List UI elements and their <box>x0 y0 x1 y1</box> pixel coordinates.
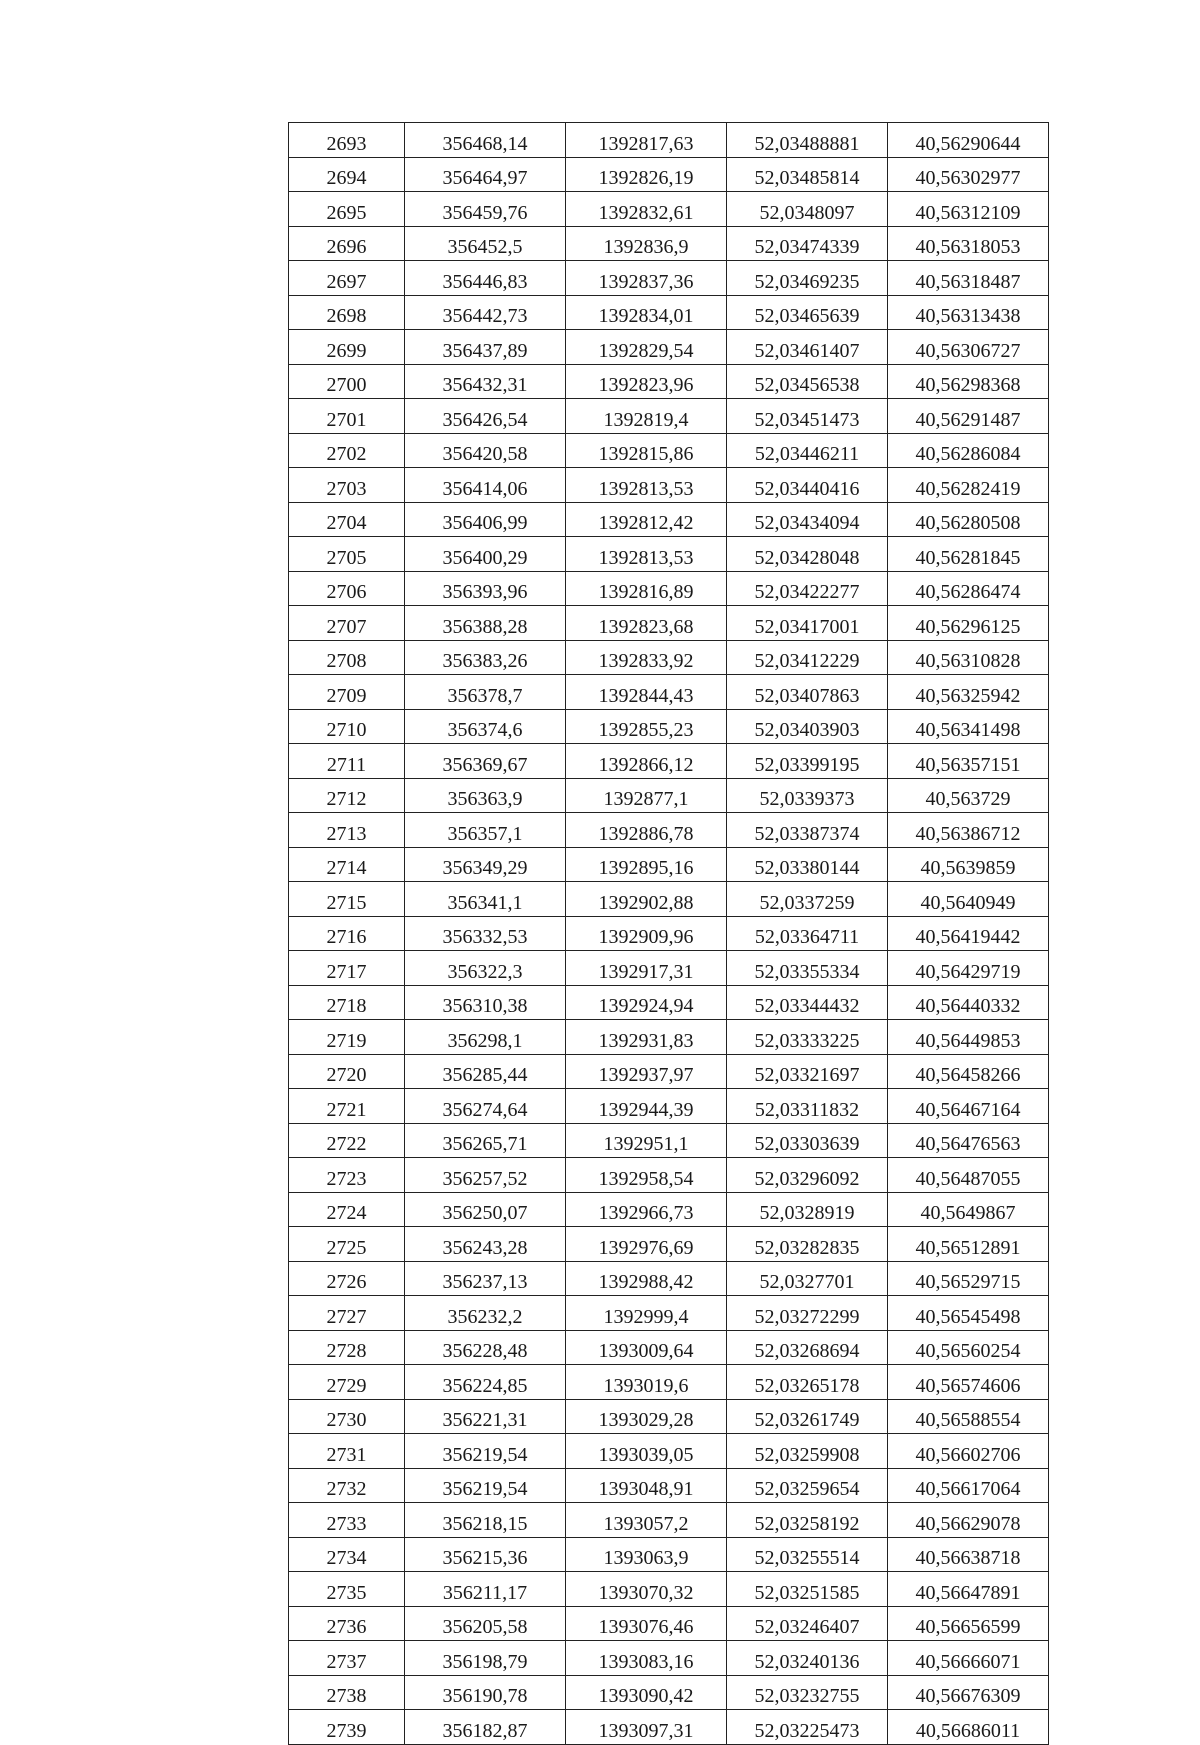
point-number-cell: 2731 <box>289 1434 405 1469</box>
x-coordinate-cell: 356211,17 <box>405 1572 566 1607</box>
x-coordinate-cell: 356221,31 <box>405 1399 566 1434</box>
x-coordinate-cell: 356426,54 <box>405 399 566 434</box>
latitude-cell: 52,03268694 <box>727 1330 888 1365</box>
y-coordinate-cell: 1392837,36 <box>566 261 727 296</box>
y-coordinate-cell: 1392815,86 <box>566 433 727 468</box>
latitude-cell: 52,03251585 <box>727 1572 888 1607</box>
point-number-cell: 2734 <box>289 1537 405 1572</box>
table-row <box>289 640 1049 675</box>
x-coordinate-cell: 356383,26 <box>405 640 566 675</box>
latitude-cell: 52,03403903 <box>727 709 888 744</box>
y-coordinate-cell: 1393063,9 <box>566 1537 727 1572</box>
table-row <box>289 1227 1049 1262</box>
latitude-cell: 52,03240136 <box>727 1641 888 1676</box>
latitude-cell: 52,03422277 <box>727 571 888 606</box>
table-row <box>289 1399 1049 1434</box>
latitude-cell: 52,03399195 <box>727 744 888 779</box>
x-coordinate-cell: 356219,54 <box>405 1434 566 1469</box>
latitude-cell: 52,03387374 <box>727 813 888 848</box>
x-coordinate-cell: 356374,6 <box>405 709 566 744</box>
table-row <box>289 537 1049 572</box>
y-coordinate-cell: 1392813,53 <box>566 468 727 503</box>
x-coordinate-cell: 356363,9 <box>405 778 566 813</box>
point-number-cell: 2708 <box>289 640 405 675</box>
latitude-cell: 52,03355334 <box>727 951 888 986</box>
x-coordinate-cell: 356341,1 <box>405 882 566 917</box>
longitude-cell: 40,56458266 <box>888 1054 1049 1089</box>
table-row <box>289 1261 1049 1296</box>
longitude-cell: 40,56487055 <box>888 1158 1049 1193</box>
point-number-cell: 2739 <box>289 1710 405 1745</box>
y-coordinate-cell: 1392829,54 <box>566 330 727 365</box>
x-coordinate-cell: 356349,29 <box>405 847 566 882</box>
point-number-cell: 2723 <box>289 1158 405 1193</box>
table-row <box>289 985 1049 1020</box>
latitude-cell: 52,03440416 <box>727 468 888 503</box>
table-row <box>289 1158 1049 1193</box>
table-row <box>289 157 1049 192</box>
latitude-cell: 52,03446211 <box>727 433 888 468</box>
longitude-cell: 40,56290644 <box>888 123 1049 158</box>
point-number-cell: 2704 <box>289 502 405 537</box>
longitude-cell: 40,56306727 <box>888 330 1049 365</box>
x-coordinate-cell: 356219,54 <box>405 1468 566 1503</box>
y-coordinate-cell: 1393019,6 <box>566 1365 727 1400</box>
x-coordinate-cell: 356215,36 <box>405 1537 566 1572</box>
y-coordinate-cell: 1392937,97 <box>566 1054 727 1089</box>
table-row <box>289 226 1049 261</box>
point-number-cell: 2702 <box>289 433 405 468</box>
point-number-cell: 2698 <box>289 295 405 330</box>
longitude-cell: 40,56318053 <box>888 226 1049 261</box>
x-coordinate-cell: 356243,28 <box>405 1227 566 1262</box>
x-coordinate-cell: 356446,83 <box>405 261 566 296</box>
x-coordinate-cell: 356468,14 <box>405 123 566 158</box>
longitude-cell: 40,56440332 <box>888 985 1049 1020</box>
y-coordinate-cell: 1392816,89 <box>566 571 727 606</box>
y-coordinate-cell: 1392951,1 <box>566 1123 727 1158</box>
point-number-cell: 2713 <box>289 813 405 848</box>
point-number-cell: 2733 <box>289 1503 405 1538</box>
table-row <box>289 951 1049 986</box>
longitude-cell: 40,5639859 <box>888 847 1049 882</box>
longitude-cell: 40,56617064 <box>888 1468 1049 1503</box>
x-coordinate-cell: 356198,79 <box>405 1641 566 1676</box>
point-number-cell: 2715 <box>289 882 405 917</box>
x-coordinate-cell: 356285,44 <box>405 1054 566 1089</box>
y-coordinate-cell: 1392823,96 <box>566 364 727 399</box>
y-coordinate-cell: 1392895,16 <box>566 847 727 882</box>
table-row <box>289 468 1049 503</box>
point-number-cell: 2728 <box>289 1330 405 1365</box>
longitude-cell: 40,56302977 <box>888 157 1049 192</box>
x-coordinate-cell: 356400,29 <box>405 537 566 572</box>
x-coordinate-cell: 356357,1 <box>405 813 566 848</box>
table-row <box>289 571 1049 606</box>
point-number-cell: 2725 <box>289 1227 405 1262</box>
point-number-cell: 2722 <box>289 1123 405 1158</box>
latitude-cell: 52,03246407 <box>727 1606 888 1641</box>
longitude-cell: 40,56647891 <box>888 1572 1049 1607</box>
latitude-cell: 52,03344432 <box>727 985 888 1020</box>
latitude-cell: 52,03272299 <box>727 1296 888 1331</box>
table-row <box>289 261 1049 296</box>
table-row <box>289 364 1049 399</box>
y-coordinate-cell: 1392817,63 <box>566 123 727 158</box>
table-row <box>289 1192 1049 1227</box>
latitude-cell: 52,03456538 <box>727 364 888 399</box>
x-coordinate-cell: 356406,99 <box>405 502 566 537</box>
latitude-cell: 52,03474339 <box>727 226 888 261</box>
longitude-cell: 40,56560254 <box>888 1330 1049 1365</box>
latitude-cell: 52,03412229 <box>727 640 888 675</box>
table-row <box>289 1020 1049 1055</box>
y-coordinate-cell: 1392812,42 <box>566 502 727 537</box>
y-coordinate-cell: 1392958,54 <box>566 1158 727 1193</box>
latitude-cell: 52,03303639 <box>727 1123 888 1158</box>
table-row <box>289 502 1049 537</box>
y-coordinate-cell: 1393076,46 <box>566 1606 727 1641</box>
table-row <box>289 1468 1049 1503</box>
point-number-cell: 2707 <box>289 606 405 641</box>
x-coordinate-cell: 356190,78 <box>405 1675 566 1710</box>
longitude-cell: 40,56574606 <box>888 1365 1049 1400</box>
y-coordinate-cell: 1393048,91 <box>566 1468 727 1503</box>
latitude-cell: 52,03488881 <box>727 123 888 158</box>
longitude-cell: 40,56280508 <box>888 502 1049 537</box>
x-coordinate-cell: 356237,13 <box>405 1261 566 1296</box>
x-coordinate-cell: 356310,38 <box>405 985 566 1020</box>
longitude-cell: 40,563729 <box>888 778 1049 813</box>
point-number-cell: 2729 <box>289 1365 405 1400</box>
latitude-cell: 52,03465639 <box>727 295 888 330</box>
point-number-cell: 2727 <box>289 1296 405 1331</box>
point-number-cell: 2717 <box>289 951 405 986</box>
longitude-cell: 40,56476563 <box>888 1123 1049 1158</box>
table-row <box>289 1365 1049 1400</box>
point-number-cell: 2700 <box>289 364 405 399</box>
longitude-cell: 40,56602706 <box>888 1434 1049 1469</box>
point-number-cell: 2710 <box>289 709 405 744</box>
x-coordinate-cell: 356218,15 <box>405 1503 566 1538</box>
x-coordinate-cell: 356464,97 <box>405 157 566 192</box>
y-coordinate-cell: 1393039,05 <box>566 1434 727 1469</box>
point-number-cell: 2714 <box>289 847 405 882</box>
y-coordinate-cell: 1392902,88 <box>566 882 727 917</box>
point-number-cell: 2694 <box>289 157 405 192</box>
longitude-cell: 40,56291487 <box>888 399 1049 434</box>
table-row <box>289 399 1049 434</box>
point-number-cell: 2706 <box>289 571 405 606</box>
table-row <box>289 813 1049 848</box>
table-row <box>289 1503 1049 1538</box>
point-number-cell: 2718 <box>289 985 405 1020</box>
latitude-cell: 52,03265178 <box>727 1365 888 1400</box>
point-number-cell: 2703 <box>289 468 405 503</box>
point-number-cell: 2709 <box>289 675 405 710</box>
table-row <box>289 1123 1049 1158</box>
latitude-cell: 52,03321697 <box>727 1054 888 1089</box>
x-coordinate-cell: 356298,1 <box>405 1020 566 1055</box>
latitude-cell: 52,03428048 <box>727 537 888 572</box>
point-number-cell: 2732 <box>289 1468 405 1503</box>
x-coordinate-cell: 356205,58 <box>405 1606 566 1641</box>
longitude-cell: 40,56312109 <box>888 192 1049 227</box>
point-number-cell: 2730 <box>289 1399 405 1434</box>
table-row <box>289 1606 1049 1641</box>
x-coordinate-cell: 356250,07 <box>405 1192 566 1227</box>
coordinates-table <box>288 122 1049 1745</box>
point-number-cell: 2705 <box>289 537 405 572</box>
x-coordinate-cell: 356232,2 <box>405 1296 566 1331</box>
coordinates-table-body <box>289 123 1049 1745</box>
longitude-cell: 40,56686011 <box>888 1710 1049 1745</box>
longitude-cell: 40,56313438 <box>888 295 1049 330</box>
point-number-cell: 2726 <box>289 1261 405 1296</box>
longitude-cell: 40,56429719 <box>888 951 1049 986</box>
latitude-cell: 52,0337259 <box>727 882 888 917</box>
latitude-cell: 52,03451473 <box>727 399 888 434</box>
latitude-cell: 52,03407863 <box>727 675 888 710</box>
y-coordinate-cell: 1392909,96 <box>566 916 727 951</box>
x-coordinate-cell: 356452,5 <box>405 226 566 261</box>
y-coordinate-cell: 1392823,68 <box>566 606 727 641</box>
latitude-cell: 52,03259654 <box>727 1468 888 1503</box>
table-row <box>289 1675 1049 1710</box>
longitude-cell: 40,56638718 <box>888 1537 1049 1572</box>
y-coordinate-cell: 1392988,42 <box>566 1261 727 1296</box>
latitude-cell: 52,03434094 <box>727 502 888 537</box>
table-row <box>289 778 1049 813</box>
point-number-cell: 2699 <box>289 330 405 365</box>
longitude-cell: 40,56467164 <box>888 1089 1049 1124</box>
longitude-cell: 40,56282419 <box>888 468 1049 503</box>
y-coordinate-cell: 1393070,32 <box>566 1572 727 1607</box>
y-coordinate-cell: 1392886,78 <box>566 813 727 848</box>
longitude-cell: 40,56310828 <box>888 640 1049 675</box>
point-number-cell: 2711 <box>289 744 405 779</box>
y-coordinate-cell: 1393057,2 <box>566 1503 727 1538</box>
longitude-cell: 40,56386712 <box>888 813 1049 848</box>
point-number-cell: 2738 <box>289 1675 405 1710</box>
x-coordinate-cell: 356322,3 <box>405 951 566 986</box>
longitude-cell: 40,56318487 <box>888 261 1049 296</box>
point-number-cell: 2693 <box>289 123 405 158</box>
x-coordinate-cell: 356224,85 <box>405 1365 566 1400</box>
point-number-cell: 2736 <box>289 1606 405 1641</box>
latitude-cell: 52,03380144 <box>727 847 888 882</box>
table-row <box>289 709 1049 744</box>
x-coordinate-cell: 356257,52 <box>405 1158 566 1193</box>
longitude-cell: 40,56512891 <box>888 1227 1049 1262</box>
y-coordinate-cell: 1392826,19 <box>566 157 727 192</box>
x-coordinate-cell: 356388,28 <box>405 606 566 641</box>
x-coordinate-cell: 356393,96 <box>405 571 566 606</box>
longitude-cell: 40,5640949 <box>888 882 1049 917</box>
longitude-cell: 40,56296125 <box>888 606 1049 641</box>
point-number-cell: 2695 <box>289 192 405 227</box>
table-row <box>289 916 1049 951</box>
table-row <box>289 847 1049 882</box>
latitude-cell: 52,03225473 <box>727 1710 888 1745</box>
x-coordinate-cell: 356378,7 <box>405 675 566 710</box>
table-row <box>289 1330 1049 1365</box>
x-coordinate-cell: 356414,06 <box>405 468 566 503</box>
longitude-cell: 40,56449853 <box>888 1020 1049 1055</box>
point-number-cell: 2701 <box>289 399 405 434</box>
point-number-cell: 2720 <box>289 1054 405 1089</box>
x-coordinate-cell: 356459,76 <box>405 192 566 227</box>
longitude-cell: 40,56419442 <box>888 916 1049 951</box>
longitude-cell: 40,56629078 <box>888 1503 1049 1538</box>
y-coordinate-cell: 1392844,43 <box>566 675 727 710</box>
x-coordinate-cell: 356442,73 <box>405 295 566 330</box>
x-coordinate-cell: 356369,67 <box>405 744 566 779</box>
latitude-cell: 52,03333225 <box>727 1020 888 1055</box>
y-coordinate-cell: 1393029,28 <box>566 1399 727 1434</box>
x-coordinate-cell: 356420,58 <box>405 433 566 468</box>
latitude-cell: 52,0328919 <box>727 1192 888 1227</box>
y-coordinate-cell: 1392813,53 <box>566 537 727 572</box>
x-coordinate-cell: 356182,87 <box>405 1710 566 1745</box>
longitude-cell: 40,56325942 <box>888 675 1049 710</box>
y-coordinate-cell: 1393097,31 <box>566 1710 727 1745</box>
y-coordinate-cell: 1392832,61 <box>566 192 727 227</box>
longitude-cell: 40,56281845 <box>888 537 1049 572</box>
x-coordinate-cell: 356437,89 <box>405 330 566 365</box>
table-row <box>289 1296 1049 1331</box>
x-coordinate-cell: 356228,48 <box>405 1330 566 1365</box>
y-coordinate-cell: 1392924,94 <box>566 985 727 1020</box>
x-coordinate-cell: 356332,53 <box>405 916 566 951</box>
point-number-cell: 2697 <box>289 261 405 296</box>
table-row <box>289 1089 1049 1124</box>
latitude-cell: 52,03417001 <box>727 606 888 641</box>
table-row <box>289 295 1049 330</box>
latitude-cell: 52,03232755 <box>727 1675 888 1710</box>
point-number-cell: 2716 <box>289 916 405 951</box>
y-coordinate-cell: 1392833,92 <box>566 640 727 675</box>
y-coordinate-cell: 1392866,12 <box>566 744 727 779</box>
y-coordinate-cell: 1393083,16 <box>566 1641 727 1676</box>
longitude-cell: 40,56676309 <box>888 1675 1049 1710</box>
table-row <box>289 433 1049 468</box>
point-number-cell: 2735 <box>289 1572 405 1607</box>
longitude-cell: 40,56588554 <box>888 1399 1049 1434</box>
y-coordinate-cell: 1392931,83 <box>566 1020 727 1055</box>
y-coordinate-cell: 1392819,4 <box>566 399 727 434</box>
table-row <box>289 1572 1049 1607</box>
table-row <box>289 123 1049 158</box>
longitude-cell: 40,56656599 <box>888 1606 1049 1641</box>
longitude-cell: 40,56286474 <box>888 571 1049 606</box>
table-row <box>289 192 1049 227</box>
y-coordinate-cell: 1392836,9 <box>566 226 727 261</box>
longitude-cell: 40,56529715 <box>888 1261 1049 1296</box>
point-number-cell: 2721 <box>289 1089 405 1124</box>
longitude-cell: 40,56357151 <box>888 744 1049 779</box>
point-number-cell: 2712 <box>289 778 405 813</box>
x-coordinate-cell: 356265,71 <box>405 1123 566 1158</box>
latitude-cell: 52,03469235 <box>727 261 888 296</box>
point-number-cell: 2696 <box>289 226 405 261</box>
y-coordinate-cell: 1392966,73 <box>566 1192 727 1227</box>
y-coordinate-cell: 1392999,4 <box>566 1296 727 1331</box>
longitude-cell: 40,56545498 <box>888 1296 1049 1331</box>
table-row <box>289 330 1049 365</box>
latitude-cell: 52,0327701 <box>727 1261 888 1296</box>
latitude-cell: 52,0339373 <box>727 778 888 813</box>
latitude-cell: 52,03261749 <box>727 1399 888 1434</box>
point-number-cell: 2737 <box>289 1641 405 1676</box>
table-row <box>289 675 1049 710</box>
latitude-cell: 52,03364711 <box>727 916 888 951</box>
point-number-cell: 2719 <box>289 1020 405 1055</box>
y-coordinate-cell: 1392917,31 <box>566 951 727 986</box>
latitude-cell: 52,03485814 <box>727 157 888 192</box>
table-row <box>289 882 1049 917</box>
longitude-cell: 40,5649867 <box>888 1192 1049 1227</box>
longitude-cell: 40,56286084 <box>888 433 1049 468</box>
latitude-cell: 52,03282835 <box>727 1227 888 1262</box>
y-coordinate-cell: 1392834,01 <box>566 295 727 330</box>
y-coordinate-cell: 1392855,23 <box>566 709 727 744</box>
y-coordinate-cell: 1393090,42 <box>566 1675 727 1710</box>
table-row <box>289 606 1049 641</box>
x-coordinate-cell: 356432,31 <box>405 364 566 399</box>
longitude-cell: 40,56298368 <box>888 364 1049 399</box>
y-coordinate-cell: 1392944,39 <box>566 1089 727 1124</box>
table-row <box>289 1710 1049 1745</box>
point-number-cell: 2724 <box>289 1192 405 1227</box>
latitude-cell: 52,03255514 <box>727 1537 888 1572</box>
x-coordinate-cell: 356274,64 <box>405 1089 566 1124</box>
longitude-cell: 40,56341498 <box>888 709 1049 744</box>
table-row <box>289 1434 1049 1469</box>
longitude-cell: 40,56666071 <box>888 1641 1049 1676</box>
table-row <box>289 1054 1049 1089</box>
y-coordinate-cell: 1393009,64 <box>566 1330 727 1365</box>
latitude-cell: 52,03461407 <box>727 330 888 365</box>
table-row <box>289 1537 1049 1572</box>
table-row <box>289 1641 1049 1676</box>
latitude-cell: 52,03258192 <box>727 1503 888 1538</box>
table-row <box>289 744 1049 779</box>
y-coordinate-cell: 1392877,1 <box>566 778 727 813</box>
latitude-cell: 52,03259908 <box>727 1434 888 1469</box>
latitude-cell: 52,03296092 <box>727 1158 888 1193</box>
latitude-cell: 52,03311832 <box>727 1089 888 1124</box>
latitude-cell: 52,0348097 <box>727 192 888 227</box>
y-coordinate-cell: 1392976,69 <box>566 1227 727 1262</box>
